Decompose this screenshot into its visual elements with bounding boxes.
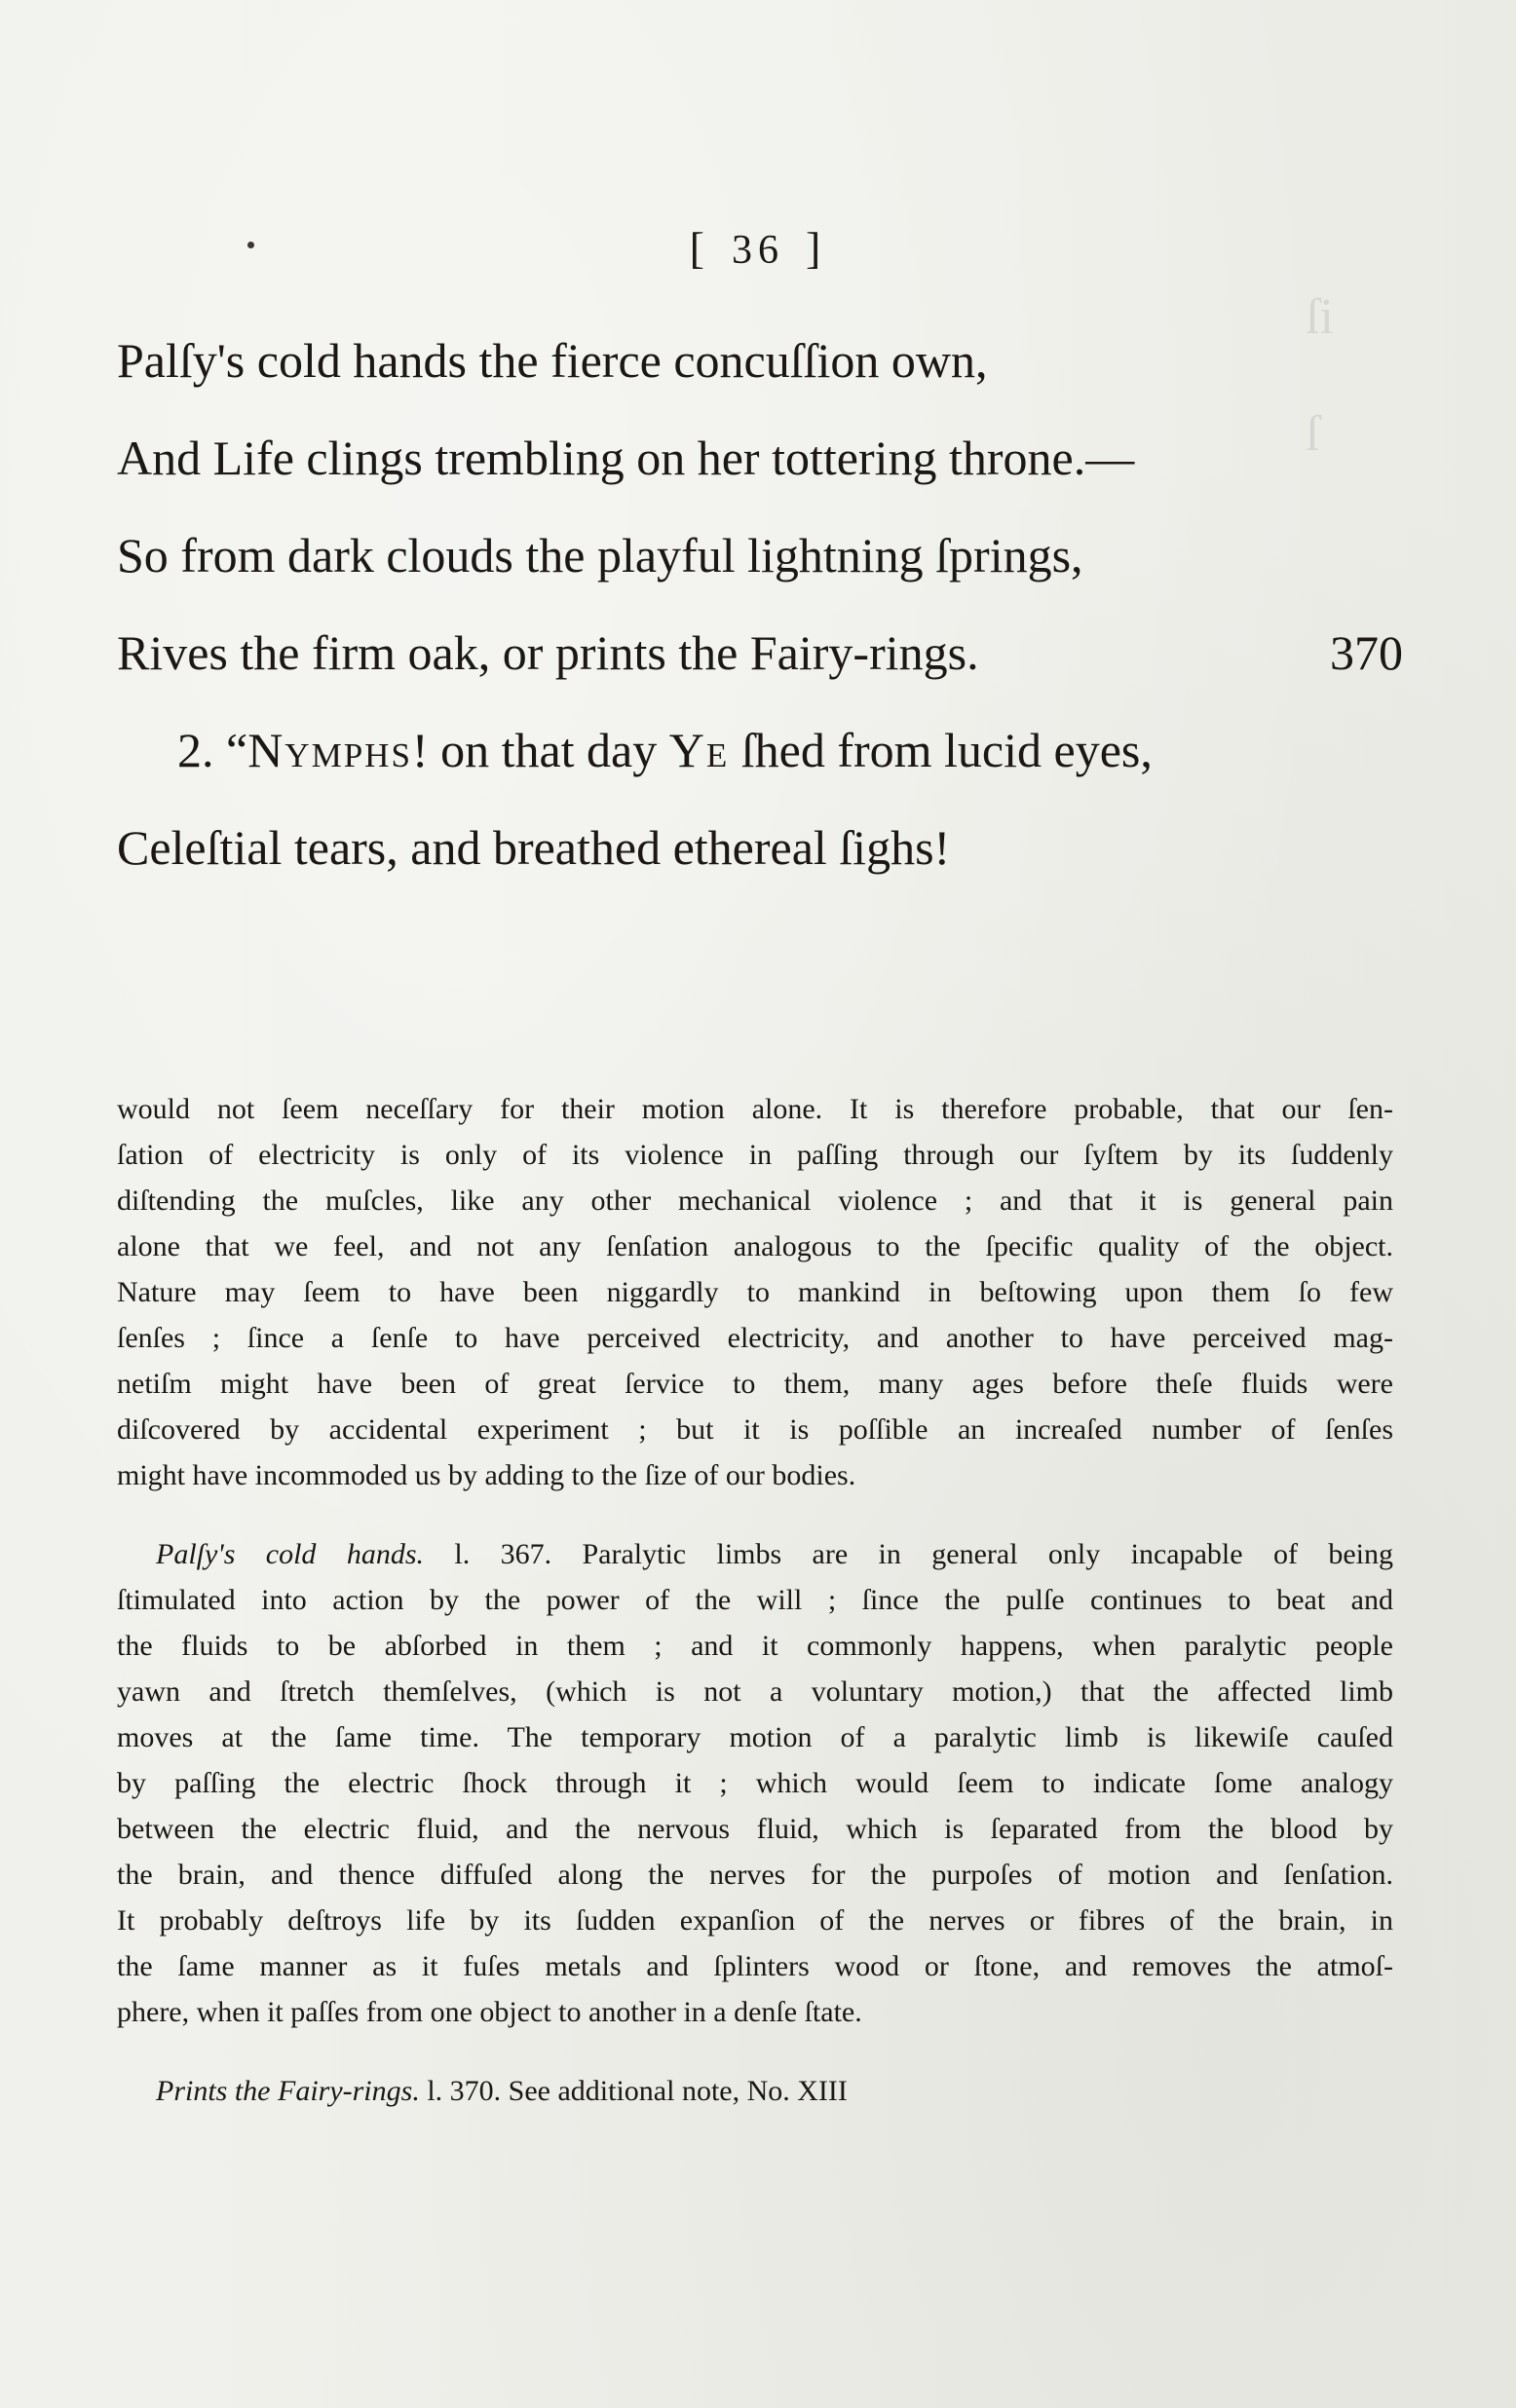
footnotes bbox=[117, 1086, 1393, 2114]
note-reference: Palſy's cold hands. bbox=[156, 1538, 424, 1570]
verse-line bbox=[117, 507, 1403, 604]
note-line: by paſſing the electric ſhock through it ; which would ſeem to indicate ſome analogy bbox=[117, 1767, 1393, 1799]
footnote-palsy bbox=[117, 1531, 1393, 2035]
note-line: might have incommoded us by adding to the ſize of our bodies. bbox=[117, 1459, 856, 1491]
note-text: l. 370. See additional note, No. XIII bbox=[419, 2075, 848, 2107]
page-header bbox=[0, 222, 1516, 274]
page-number: 36 bbox=[732, 228, 784, 273]
stanza-marker: 2. “ bbox=[177, 723, 248, 777]
note-line: ſtimulated into action by the power of the will ; ſince the pulſe continues to beat and bbox=[117, 1584, 1393, 1616]
show-through-text: ſi bbox=[1306, 289, 1334, 345]
footnote-continuation bbox=[117, 1086, 1393, 1498]
note-line: phere, when it paſſes from one object to another in a denſe ſtate. bbox=[117, 1996, 862, 2028]
ye-word: Ye bbox=[668, 723, 730, 777]
note-text: l. 367. Paralytic limbs are in general only incapable of being bbox=[424, 1538, 1393, 1570]
note-line: between the electric fluid, and the nervous fluid, which is ſeparated from the blood by bbox=[117, 1813, 1393, 1845]
note-line: diſcovered by accidental experiment ; but it is poſſible an increaſed number of ſenſes bbox=[117, 1413, 1393, 1446]
note-line: yawn and ſtretch themſelves, (which is not a voluntary motion,) that the affected limb bbox=[117, 1675, 1393, 1708]
verse-text: So from dark clouds the playful lightning ſprings, bbox=[117, 528, 1083, 583]
verse-text: Palſy's cold hands the fierce concuſſion own, bbox=[117, 333, 988, 388]
footnote-fairy-rings bbox=[117, 2068, 1393, 2114]
note-line: It probably deſtroys life by its ſudden expanſion of the nerves or fibres of the brain, in bbox=[117, 1904, 1393, 1937]
close-bracket: ] bbox=[806, 223, 827, 273]
verse-text: ſhed from lucid eyes, bbox=[729, 723, 1153, 777]
show-through-text: ſ bbox=[1306, 406, 1320, 462]
note-line: netiſm might have been of great ſervice to them, many ages before theſe fluids were bbox=[117, 1368, 1393, 1400]
note-line: the brain, and thence diffuſed along the nerves for the purpoſes of motion and ſenſation. bbox=[117, 1859, 1393, 1891]
verse-text: And Life clings trembling on her tottering throne.— bbox=[117, 431, 1135, 485]
verse-line bbox=[117, 409, 1403, 507]
verse-line bbox=[117, 799, 1403, 896]
note-line: would not ſeem neceſſary for their motion alone. It is therefore probable, that our ſen- bbox=[117, 1093, 1393, 1125]
note-line: diſtending the muſcles, like any other mechanical violence ; and that it is general pain bbox=[117, 1185, 1393, 1217]
nymphs-word: Nymphs bbox=[247, 723, 412, 777]
note-line: the fluids to be abſorbed in them ; and it commonly happens, when paralytic people bbox=[117, 1630, 1393, 1662]
note-line bbox=[117, 1531, 1393, 1577]
note-line bbox=[117, 2068, 1393, 2114]
verse-text: Rives the firm oak, or prints the Fairy-rings. bbox=[117, 625, 979, 680]
note-line: Nature may ſeem to have been niggardly to mankind in beſtowing upon them ſo few bbox=[117, 1276, 1393, 1308]
note-line: the ſame manner as it fuſes metals and ſplinters wood or ſtone, and removes the atmoſ- bbox=[117, 1950, 1393, 1982]
note-line: moves at the ſame time. The temporary motion of a paralytic limb is likewiſe cauſed bbox=[117, 1721, 1393, 1753]
note-line: ſation of electricity is only of its violence in paſſing through our ſyſtem by its ſuddenly bbox=[117, 1139, 1393, 1171]
verse-text: ! on that day bbox=[411, 723, 669, 777]
poem-verse bbox=[117, 312, 1403, 896]
verse-line bbox=[117, 604, 1403, 701]
note-reference: Prints the Fairy-rings. bbox=[156, 2075, 420, 2107]
note-line: alone that we feel, and not any ſenſation analogous to the ſpecific quality of the object. bbox=[117, 1230, 1393, 1262]
line-number: 370 bbox=[1330, 625, 1403, 680]
verse-line bbox=[117, 312, 1403, 409]
verse-line bbox=[117, 701, 1403, 799]
open-bracket: [ bbox=[689, 223, 710, 273]
note-line: ſenſes ; ſince a ſenſe to have perceived electricity, and another to have perceived mag- bbox=[117, 1322, 1393, 1354]
verse-text: Celeſtial tears, and breathed ethereal ſighs! bbox=[117, 820, 951, 875]
